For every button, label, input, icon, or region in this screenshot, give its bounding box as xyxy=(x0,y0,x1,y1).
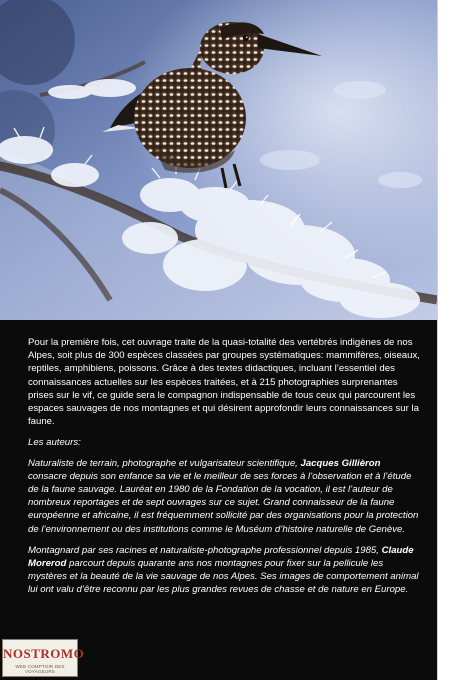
intro-paragraph: Pour la première fois, cet ouvrage traite de la quasi-totalité des vertébrés indigènes de nos Alpes, soit plus de 300 espèces classées par groupes systématiques: mammifères, oiseaux, reptiles, amphibiens, poissons. Grâce à des textes didactiques, incluant l’essentiel des connaissances actuelles sur les espèces traitées, et à 215 photographies surprenantes prises sur le vif, ce guide sera le compagnon indispensable de tous ceux qui parcourent les espaces sauvages de nos montagnes et qui désirent approfondir leurs connaissances sur la faune. xyxy=(28,337,420,428)
author-bio-morerod xyxy=(28,544,422,597)
author-bio-text: consacre depuis son enfance sa vie et le meilleur de ses forces à l’observation et à l’étude de la faune sauvage. Lauréat en 1980 de la Fondation de la vocation, il est l’auteur de nombreux reportages et de sept ouvrages sur ce sujet. Grand connaisseur de la faune européenne et africaine, il est fréquemment sollicité par des organisations pour la protection de l’environnement ou des institutions comme le Muséum d’histoire naturelle de Genève. xyxy=(28,470,419,535)
back-cover-text xyxy=(28,336,422,605)
author-name: Claude Morerod xyxy=(28,544,414,570)
nostromo-logo xyxy=(2,639,85,677)
author-bio-text: Naturaliste de terrain, photographe et vulgarisateur scientifique, xyxy=(28,457,301,469)
page-margin xyxy=(437,0,456,680)
logo-subtitle: WEB COMPTOIR DES VOYAGEURS xyxy=(15,664,65,674)
author-name: Jacques Gillièron xyxy=(300,457,381,469)
author-bio-gillieron xyxy=(28,457,422,536)
authors-heading: Les auteurs: xyxy=(28,437,81,449)
author-bio-text: parcourt depuis quarante ans nos montagnes pour fixer sur la pellicule les mystères et la beauté de la vie sauvage de nos Alpes. Ses images de comportement animal lui ont valu d’être reconnu par les plus grandes revues de chasse et de nature en Europe. xyxy=(28,558,419,596)
nutcracker-photo xyxy=(0,0,437,320)
logo-title: NOSTROMO xyxy=(3,646,85,661)
author-bio-text: Montagnard par ses racines et naturaliste-photographe professionnel depuis 1985, xyxy=(28,544,382,556)
